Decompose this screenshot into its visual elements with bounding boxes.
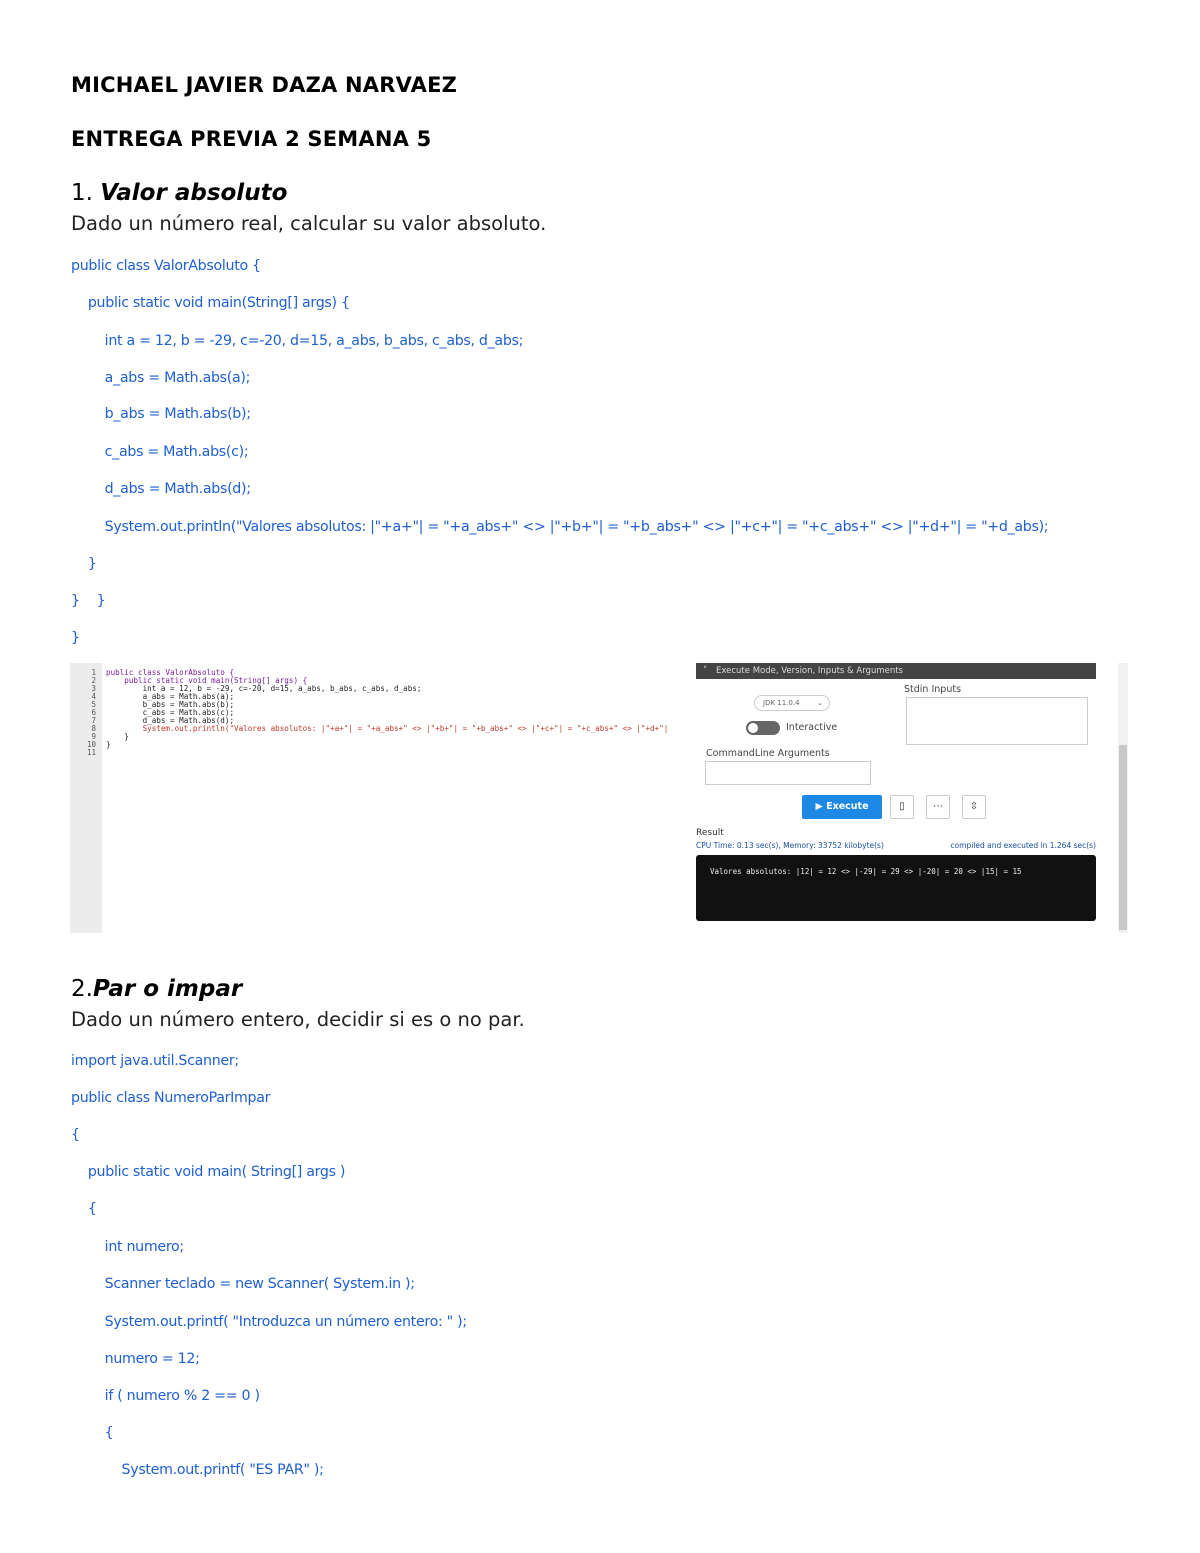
stdin-label: Stdin Inputs <box>904 684 962 695</box>
scrollbar-thumb[interactable] <box>1119 745 1127 930</box>
code-line: } <box>71 630 80 646</box>
cmd-args-input[interactable] <box>705 761 871 785</box>
section-2-heading <box>71 976 242 1002</box>
compile-stats: compiled and executed in 1.264 sec(s) <box>950 841 1096 850</box>
code-line: public static void main(String[] args) { <box>71 295 350 311</box>
code-line: { <box>71 1201 97 1217</box>
stdin-input[interactable] <box>906 697 1088 745</box>
code-line: public class ValorAbsoluto { <box>71 258 261 274</box>
jdk-version-select[interactable] <box>754 695 830 711</box>
code-line: a_abs = Math.abs(a); <box>71 370 251 386</box>
ide-screenshot <box>70 663 1130 933</box>
file-icon[interactable]: ▯ <box>890 795 914 819</box>
editor-line: c_abs = Math.abs(c); <box>106 708 235 717</box>
code-line: b_abs = Math.abs(b); <box>71 406 251 422</box>
line-number: 4 <box>91 692 96 701</box>
code-line: } <box>71 556 97 572</box>
line-number: 3 <box>91 684 96 693</box>
panel-title: Execute Mode, Version, Inputs & Arguments <box>716 666 903 676</box>
section-2-description: Dado un número entero, decidir si es o no par. <box>71 1008 525 1031</box>
cmd-args-label: CommandLine Arguments <box>706 748 830 759</box>
jdk-version-value: JDK 11.0.4 <box>763 699 800 707</box>
result-label: Result <box>696 828 724 838</box>
section-1-heading <box>71 180 287 206</box>
author-name: MICHAEL JAVIER DAZA NARVAEZ <box>71 73 458 97</box>
code-line: numero = 12; <box>71 1351 200 1367</box>
editor-line: public class ValorAbsoluto { <box>106 668 235 677</box>
section-2-title: Par o impar <box>92 976 243 1002</box>
line-number: 6 <box>91 708 96 717</box>
editor-line: b_abs = Math.abs(b); <box>106 700 235 709</box>
code-editor <box>70 663 690 933</box>
collapse-icon[interactable]: ⇳ <box>962 795 986 819</box>
code-line: System.out.printf( "ES PAR" ); <box>71 1462 324 1478</box>
editor-line: a_abs = Math.abs(a); <box>106 692 235 701</box>
editor-line: d_abs = Math.abs(d); <box>106 716 235 725</box>
code-line: c_abs = Math.abs(c); <box>71 444 249 460</box>
panel-header[interactable] <box>696 663 1096 679</box>
code-line: } } <box>71 593 106 609</box>
interactive-label: Interactive <box>786 722 838 733</box>
line-number: 8 <box>91 724 96 733</box>
more-icon[interactable]: ⋯ <box>926 795 950 819</box>
line-number: 10 <box>86 740 96 749</box>
execute-panel <box>696 663 1098 933</box>
section-1-description: Dado un número real, calcular su valor absoluto. <box>71 212 547 235</box>
code-line: import java.util.Scanner; <box>71 1053 239 1069</box>
line-number: 7 <box>91 716 96 725</box>
line-number: 1 <box>91 668 96 677</box>
code-line: { <box>71 1425 114 1441</box>
editor-line: } <box>106 740 111 749</box>
line-number: 11 <box>86 748 96 757</box>
code-line: if ( numero % 2 == 0 ) <box>71 1388 260 1404</box>
chevron-down-icon: ⌄ <box>817 699 823 707</box>
line-number: 5 <box>91 700 96 709</box>
editor-line: int a = 12, b = -29, c=-20, d=15, a_abs, b_abs, c_abs, d_abs; <box>106 684 422 693</box>
code-line: int numero; <box>71 1239 184 1255</box>
line-number: 9 <box>91 732 96 741</box>
editor-line: System.out.println("Valores absolutos: |"+a+"| = "+a_abs+" <> |"+b+"| = "+b_abs+" <> |"+c+"| = "+c_abs+" <> |"+d+"| <box>106 724 669 733</box>
execute-label: Execute <box>826 801 869 812</box>
code-line: Scanner teclado = new Scanner( System.in ); <box>71 1276 415 1292</box>
line-number: 2 <box>91 676 96 685</box>
code-line: System.out.printf( "Introduzca un número entero: " ); <box>71 1314 467 1330</box>
chevron-down-icon: ˅ <box>703 666 708 676</box>
execute-button[interactable] <box>802 795 882 819</box>
editor-line: public static void main(String[] args) { <box>106 676 308 685</box>
section-2-number: 2. <box>71 976 93 1002</box>
interactive-toggle[interactable] <box>746 721 780 735</box>
code-line: int a = 12, b = -29, c=-20, d=15, a_abs, b_abs, c_abs, d_abs; <box>71 333 524 349</box>
output-console: Valores absolutos: |12| = 12 <> |-29| = 29 <> |-20| = 20 <> |15| = 15 <box>696 855 1096 921</box>
code-line: public static void main( String[] args ) <box>71 1164 346 1180</box>
code-line: System.out.println("Valores absolutos: |"+a+"| = "+a_abs+" <> |"+b+"| = "+b_abs+" <> |"+c+"| = "+c_abs+" <> |"+d+"| = "+d_abs); <box>71 519 1049 535</box>
section-1-number: 1. <box>71 180 93 206</box>
document-subtitle: ENTREGA PREVIA 2 SEMANA 5 <box>71 127 432 151</box>
code-line: { <box>71 1127 80 1143</box>
code-line: d_abs = Math.abs(d); <box>71 481 251 497</box>
section-1-title: Valor absoluto <box>100 180 288 206</box>
cpu-stats: CPU Time: 0.13 sec(s), Memory: 33752 kilobyte(s) <box>696 841 884 850</box>
code-line: public class NumeroParImpar <box>71 1090 271 1106</box>
editor-line: } <box>106 732 129 741</box>
play-icon: ▶ <box>815 801 823 812</box>
